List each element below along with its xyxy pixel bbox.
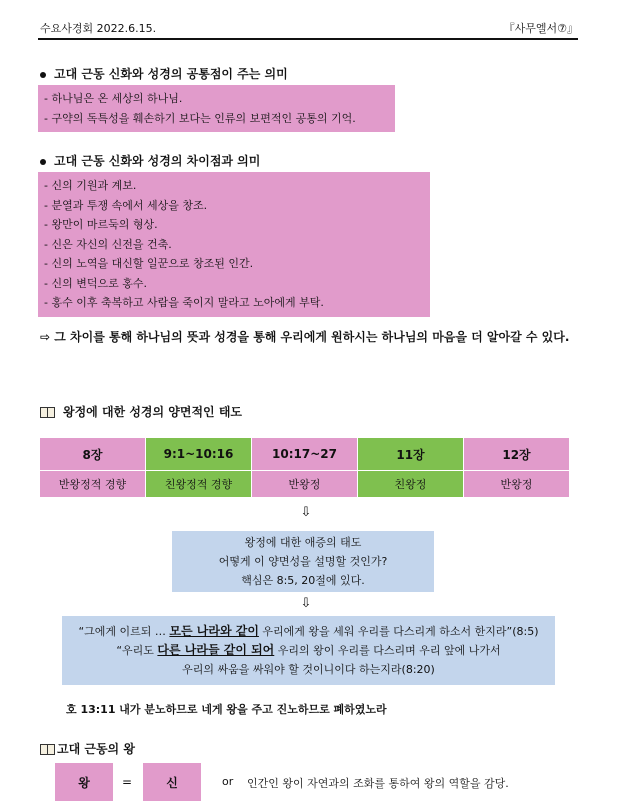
conclusion-line (40, 328, 569, 345)
list-item: - 신의 노역을 대신할 일꾼으로 창조된 인간. (44, 257, 254, 270)
section2-title: 고대 근동 신화와 성경의 차이점과 의미 (54, 154, 261, 168)
question-line: 핵심은 8:5, 20절에 있다. (241, 574, 365, 587)
kingship-heading (40, 403, 242, 420)
list-item: - 신은 자신의 신전을 건축. (44, 237, 172, 251)
header-series-title: 『사무엘서⑦』 (503, 22, 578, 35)
table-cell-stance: 반왕정 (252, 471, 358, 498)
quote-line-1 (62, 622, 555, 641)
table-cell-chapter: 10:17~27 (252, 438, 358, 471)
quote-text: 우리의 왕이 우리를 다스리며 우리 앞에 나가서 (274, 644, 501, 657)
table-cell-stance: 친왕정 (358, 471, 464, 498)
list-item: - 신의 변덕으로 홍수. (44, 276, 147, 290)
ancient-king-heading (40, 740, 135, 757)
down-arrow-icon: ⇩ (300, 596, 312, 611)
king-box: 왕 (55, 763, 113, 801)
god-box: 신 (143, 763, 201, 801)
header-divider (38, 38, 578, 40)
table-cell-chapter: 8장 (40, 438, 146, 471)
right-arrow-icon: ⇨ (40, 330, 51, 344)
table-cell-chapter: 9:1~10:16 (146, 438, 252, 471)
quote-text: “우리도 (116, 644, 158, 657)
list-item: - 하나님은 온 세상의 하나님. (44, 92, 183, 105)
section2-heading (40, 152, 260, 169)
quote-emphasis: 다른 나라들 같이 되어 (157, 643, 275, 657)
section1-box (38, 85, 395, 132)
book-icon (40, 744, 55, 755)
quote-text: “그에게 이르되 … (78, 625, 170, 638)
ancient-king-title: 고대 근동의 왕 (57, 742, 135, 756)
question-box (172, 531, 434, 592)
header-date: 수요사경회 2022.6.15. (40, 22, 157, 35)
equals-sign: = (122, 775, 133, 789)
list-item: - 분열과 투쟁 속에서 세상을 창조. (44, 198, 208, 212)
table-cell-stance: 친왕정적 경향 (146, 471, 252, 498)
quote-box (62, 616, 555, 685)
kingship-table (39, 437, 570, 498)
list-item: - 신의 기원과 계보. (44, 179, 137, 192)
question-line: 왕정에 대한 애증의 태도 (244, 536, 362, 549)
kingship-title: 왕정에 대한 성경의 양면적인 태도 (63, 405, 243, 419)
ancient-king-desc: 인간인 왕이 자연과의 조화를 통하여 왕의 역할을 감당. (247, 777, 509, 790)
bullet-icon (40, 72, 46, 78)
quote-emphasis: 모든 나라와 같이 (169, 624, 259, 638)
section1-title: 고대 근동 신화와 성경의 공통점이 주는 의미 (54, 67, 288, 81)
down-arrow-icon: ⇩ (300, 505, 312, 520)
quote-line-3: 우리의 싸움을 싸워야 할 것이니이다 하는지라(8:20) (182, 663, 435, 676)
list-item: - 홍수 이후 축복하고 사람을 죽이지 말라고 노아에게 부탁. (44, 296, 324, 309)
or-text: or (222, 775, 234, 788)
quote-text: 우리에게 왕을 세워 우리를 다스리게 하소서 한지라”(8:5) (258, 625, 539, 638)
conclusion-text: 그 차이를 통해 하나님의 뜻과 성경을 통해 우리에게 원하시는 하나님의 마음을 더 알아갈 수 있다. (54, 330, 570, 344)
section2-box (38, 172, 430, 317)
section1-heading (40, 65, 288, 82)
question-line: 어떻게 이 양면성을 설명할 것인가? (218, 555, 388, 568)
book-icon (40, 407, 55, 418)
quote-line-2 (62, 641, 555, 660)
list-item: - 왕만이 마르둑의 형상. (44, 218, 158, 231)
bullet-icon (40, 159, 46, 165)
list-item: - 구약의 독특성을 훼손하기 보다는 인류의 보편적인 공통의 기억. (44, 111, 356, 125)
verse-hosea: 호 13:11 내가 분노하므로 네게 왕을 주고 진노하므로 폐하였노라 (66, 703, 387, 716)
table-cell-stance: 반왕정 (464, 471, 570, 498)
table-cell-stance: 반왕정적 경향 (40, 471, 146, 498)
table-cell-chapter: 11장 (358, 438, 464, 471)
table-cell-chapter: 12장 (464, 438, 570, 471)
